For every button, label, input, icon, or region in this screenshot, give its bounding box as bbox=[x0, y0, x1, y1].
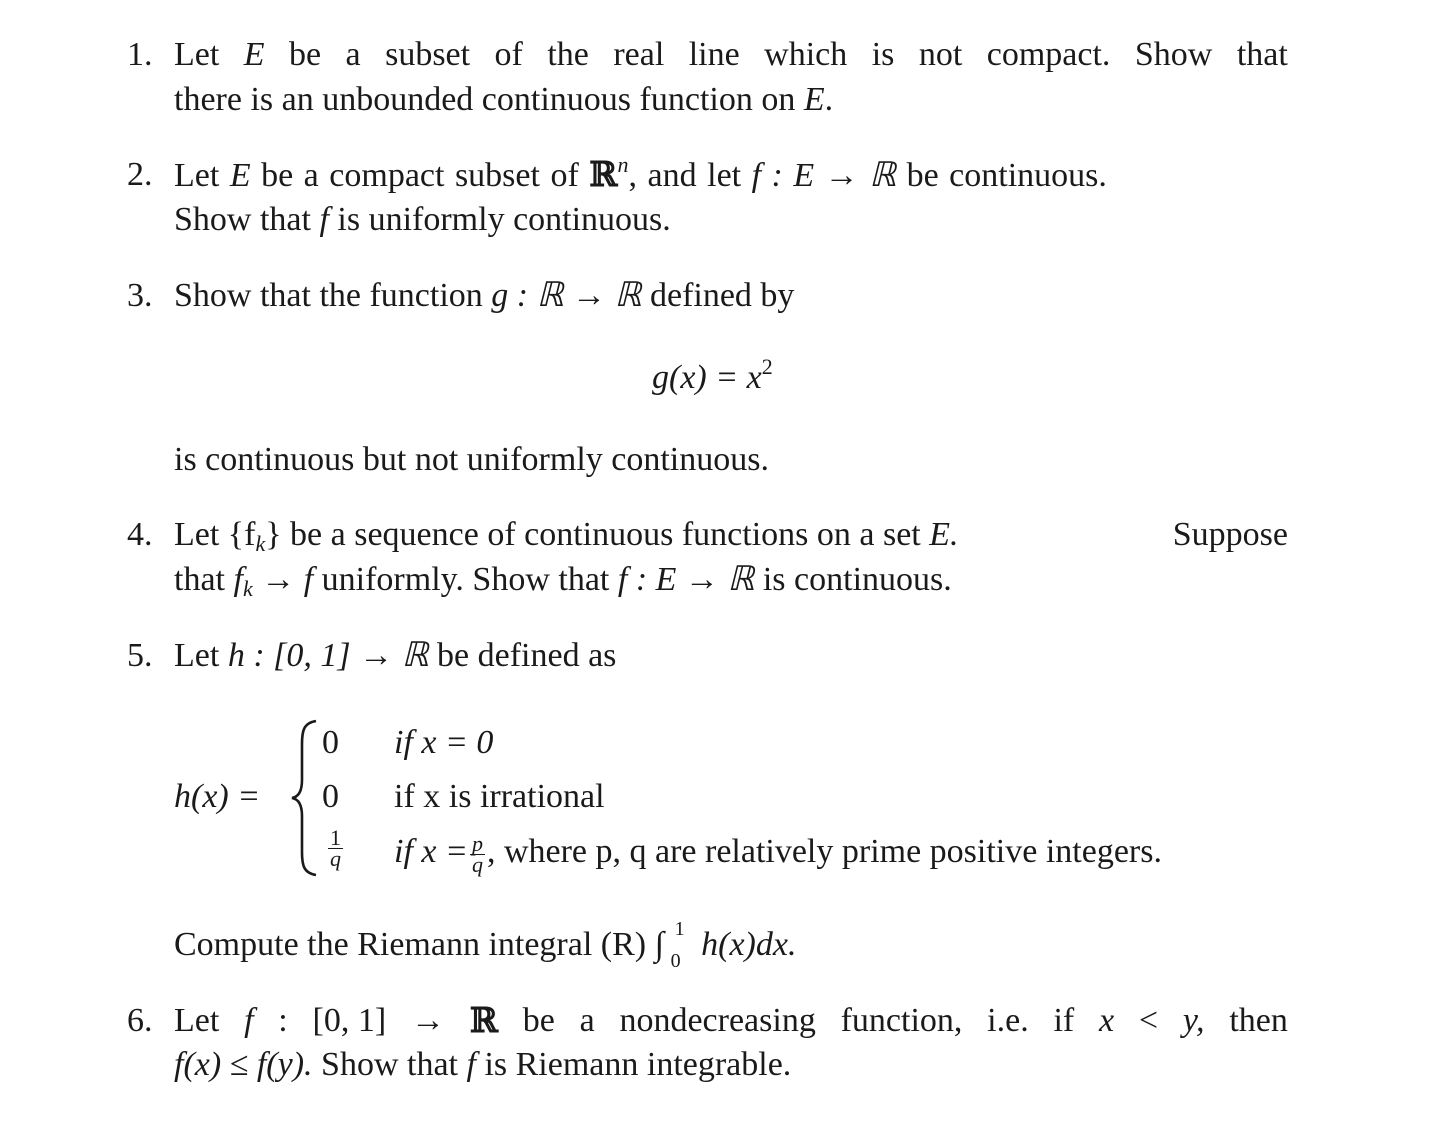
problem-1-number: 1. bbox=[127, 36, 153, 73]
p2-f: f bbox=[319, 201, 329, 238]
p4-suppose: Suppose bbox=[1172, 516, 1288, 553]
p2-map: f : E → ℝ bbox=[751, 157, 897, 194]
p1-word: the bbox=[547, 36, 589, 73]
case-1-condition bbox=[394, 723, 493, 763]
case-3-where: , where p, q are relatively prime positive integers. bbox=[486, 833, 1162, 870]
problem-3-line-1 bbox=[174, 276, 794, 316]
p1-word: Show bbox=[1134, 36, 1213, 73]
p2-let: Let bbox=[174, 157, 220, 194]
p4-let-fk: Let {f bbox=[174, 516, 256, 553]
p2-and-let: , and let bbox=[628, 157, 742, 194]
problem-5-number: 5. bbox=[127, 637, 153, 674]
problem-2-line-1 bbox=[174, 152, 1288, 196]
p3-exponent: 2 bbox=[761, 354, 773, 379]
p1-word: Let bbox=[174, 36, 220, 73]
p6-word: be bbox=[522, 1002, 555, 1039]
p1-word: be bbox=[289, 36, 322, 73]
p6-word: nondecreasing bbox=[619, 1002, 816, 1039]
left-brace-icon bbox=[290, 718, 320, 878]
p6-word: Let bbox=[174, 1002, 220, 1039]
p5-defined-as: be defined as bbox=[437, 637, 617, 674]
p6-word: a bbox=[579, 1002, 595, 1039]
p6-word: < bbox=[1138, 1002, 1159, 1039]
case-3-cond-fraction bbox=[470, 830, 485, 877]
p3-defined-by: defined by bbox=[649, 277, 795, 314]
p1-word: that bbox=[1236, 36, 1288, 73]
case-2-condition bbox=[394, 777, 605, 817]
problem-6-line-1 bbox=[174, 1001, 1288, 1041]
p1-word: is bbox=[871, 36, 895, 73]
problem-3-number: 3. bbox=[127, 277, 153, 314]
p6-word: : bbox=[278, 1002, 288, 1039]
p3-map: g : ℝ → ℝ bbox=[491, 277, 642, 314]
p4-uniformly: uniformly. Show that bbox=[321, 561, 610, 598]
problem-6-line-2 bbox=[174, 1045, 791, 1085]
p6-word: → bbox=[410, 1002, 445, 1039]
p5-piecewise-lhs bbox=[174, 777, 260, 817]
p6-word: if bbox=[1053, 1002, 1075, 1039]
p4-fk: f bbox=[233, 561, 243, 598]
problem-4-line-2 bbox=[174, 560, 952, 600]
p4-to-f: → f bbox=[261, 561, 314, 598]
p1-word: not bbox=[918, 36, 963, 73]
problem-5-line-1 bbox=[174, 636, 616, 676]
p5-compute-text: Compute the Riemann integral (R) bbox=[174, 926, 647, 963]
p6-word: f bbox=[244, 1002, 254, 1039]
integral-upper: 1 bbox=[674, 918, 685, 940]
p2-show-that: Show that bbox=[174, 201, 311, 238]
case-3-frac-den: q bbox=[330, 845, 341, 871]
problem-5-compute bbox=[174, 918, 797, 972]
problem-2-line-2 bbox=[174, 200, 671, 240]
p1-word: line bbox=[688, 36, 740, 73]
p1-word: of bbox=[494, 36, 523, 73]
p6-word: then bbox=[1229, 1002, 1288, 1039]
p5-integral bbox=[654, 918, 693, 972]
p1-word: which bbox=[764, 36, 848, 73]
case-3-if-x: if x = bbox=[394, 833, 468, 870]
p5-hx-equals: h(x) = bbox=[174, 778, 261, 815]
p2-continuous: be continuous. bbox=[906, 157, 1107, 194]
p3-equation-body: g(x) = x bbox=[652, 359, 762, 396]
case-1-condition-text: if x = 0 bbox=[394, 724, 494, 761]
p4-that: that bbox=[174, 561, 225, 598]
problem-4-number: 4. bbox=[127, 516, 153, 553]
p4-map: f : E → ℝ bbox=[617, 561, 755, 598]
problem-1-line-2-text: there is an unbounded continuous function on E. bbox=[174, 81, 834, 118]
problem-1-line-1 bbox=[174, 35, 1288, 75]
p3-conclusion: is continuous but not uniformly continuous. bbox=[174, 441, 769, 478]
p6-word: function, bbox=[840, 1002, 963, 1039]
p1-word: real bbox=[613, 36, 665, 73]
p4-set-e: E. bbox=[929, 516, 959, 553]
case-2-condition-text: if x is irrational bbox=[394, 778, 605, 815]
p6-word: y, bbox=[1182, 1002, 1205, 1039]
p6-word: x bbox=[1099, 1002, 1115, 1039]
p2-exp-n: n bbox=[617, 152, 629, 177]
p2-reals: ℝ bbox=[589, 155, 618, 195]
p2-uniform: is uniformly continuous. bbox=[337, 201, 671, 238]
p1-word: compact. bbox=[986, 36, 1111, 73]
case-3-cond-num: p bbox=[471, 830, 483, 856]
problem-2-number: 2. bbox=[127, 156, 153, 193]
problem-4-line-1 bbox=[174, 515, 1288, 555]
case-3-frac-num: 1 bbox=[330, 824, 341, 850]
problem-6-number: 6. bbox=[127, 1002, 153, 1039]
p6-riemann: is Riemann integrable. bbox=[484, 1046, 792, 1083]
p4-sub-k-2: k bbox=[242, 576, 253, 601]
case-3-fraction bbox=[328, 824, 343, 871]
case-2-value: 0 bbox=[322, 778, 339, 815]
p2-set-e: E bbox=[229, 157, 251, 194]
p1-set-e: E bbox=[803, 81, 825, 118]
p6-f: f bbox=[466, 1046, 476, 1083]
problem-3-display-equation bbox=[652, 354, 773, 398]
case-1-value: 0 bbox=[322, 724, 339, 761]
problem-1-line-2 bbox=[174, 80, 833, 120]
integral-sign: ∫ bbox=[654, 926, 664, 963]
p4-sequence-text: } be a sequence of continuous functions on a set bbox=[265, 516, 921, 553]
case-3-condition bbox=[394, 832, 1162, 875]
p4-is-continuous: is continuous. bbox=[762, 561, 952, 598]
p2-compact-text: be a compact subset of bbox=[261, 157, 579, 194]
p6-show-that: Show that bbox=[321, 1046, 458, 1083]
p6-word: ℝ bbox=[469, 1001, 498, 1041]
p5-map: h : [0, 1] → ℝ bbox=[227, 637, 429, 674]
p1-word: E bbox=[243, 36, 265, 73]
p6-inequality: f(x) ≤ f(y). bbox=[174, 1046, 313, 1083]
p1-word: subset bbox=[385, 36, 471, 73]
p5-integrand: h(x)dx. bbox=[701, 926, 797, 963]
p6-word: [0, 1] bbox=[312, 1002, 387, 1039]
p4-sub-k: k bbox=[255, 531, 266, 556]
integral-lower: 0 bbox=[670, 950, 681, 972]
p4-seq bbox=[174, 515, 959, 555]
problem-3-line-3 bbox=[174, 440, 769, 480]
case-3-value bbox=[326, 826, 345, 869]
p3-intro: Show that the function bbox=[174, 277, 483, 314]
case-3-cond-den: q bbox=[471, 851, 483, 877]
p6-word: i.e. bbox=[987, 1002, 1029, 1039]
p5-let: Let bbox=[174, 637, 220, 674]
p1-word: a bbox=[345, 36, 361, 73]
